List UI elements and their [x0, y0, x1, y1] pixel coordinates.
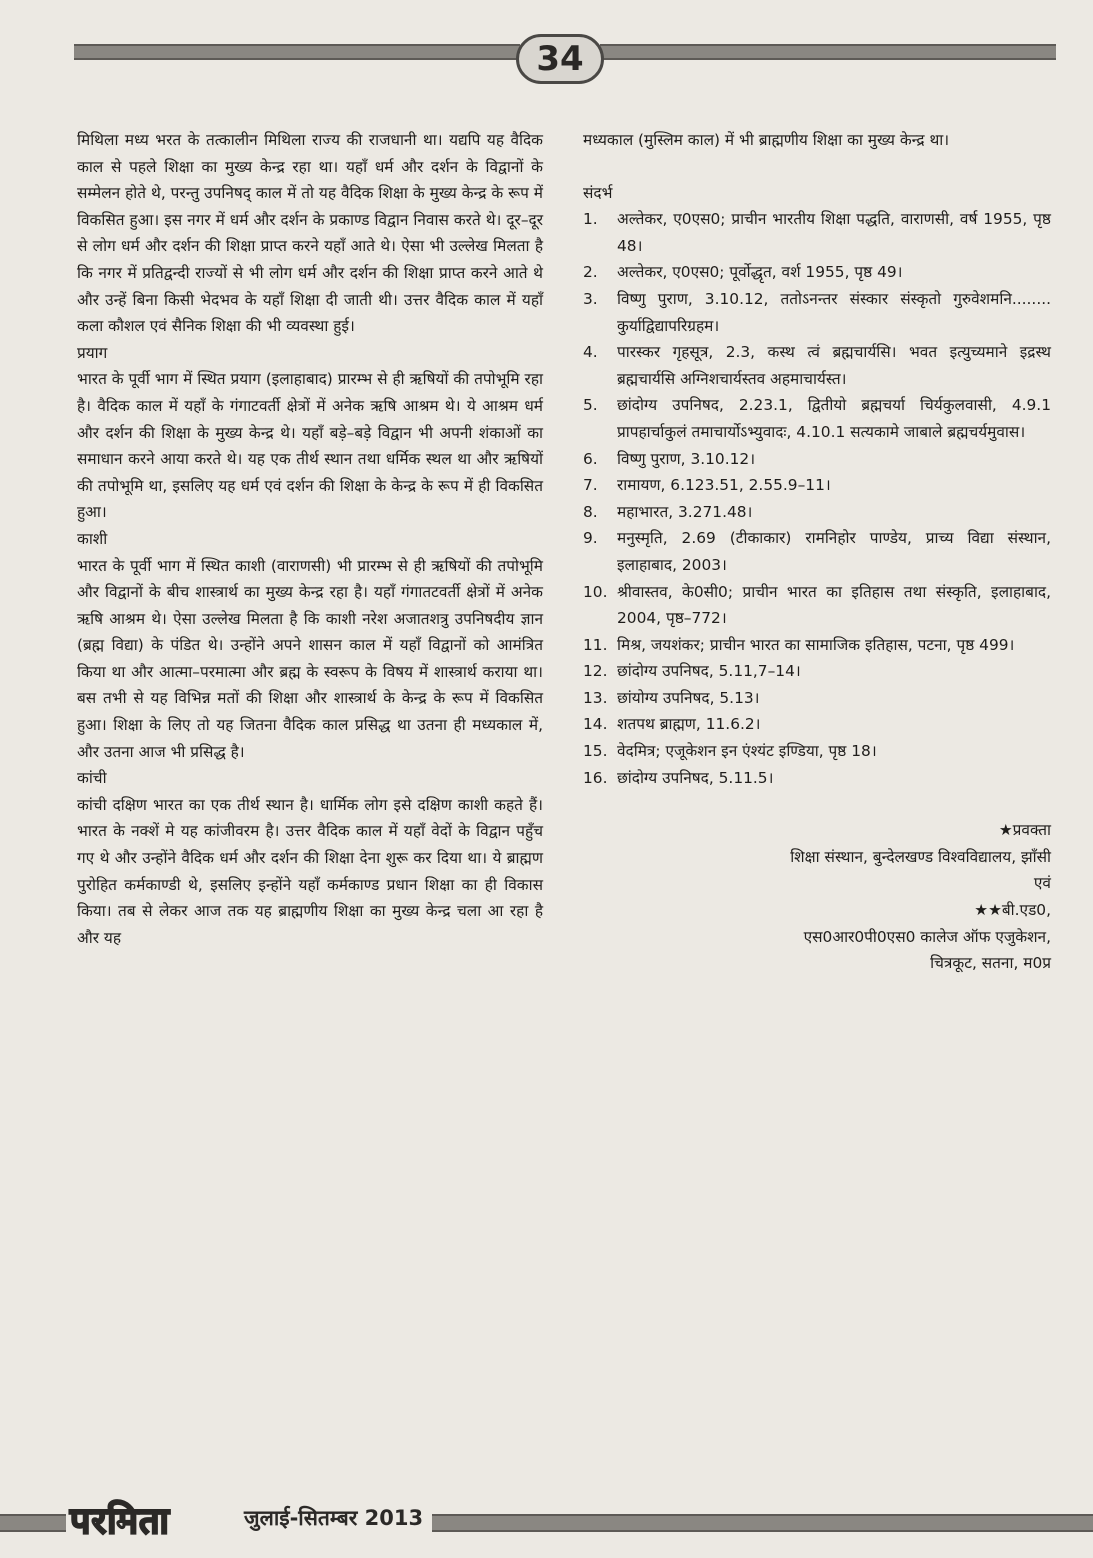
page-number: 34 — [516, 34, 604, 84]
reference-item — [583, 658, 1051, 685]
reference-number: 10. — [583, 582, 608, 601]
header-rule-right — [600, 44, 1056, 60]
issue-date: जुलाई-सितम्बर 2013 — [244, 1506, 424, 1530]
section-heading-kanchi: कांची — [77, 769, 107, 788]
references-heading: संदर्भ — [583, 183, 613, 202]
reference-text: मनुस्मृति, 2.69 (टीकाकार) रामनिहोर पाण्डेय, प्राच्य विद्या संस्थान, इलाहाबाद, 2003। — [617, 529, 1051, 574]
reference-number: 2. — [583, 263, 598, 282]
reference-number: 7. — [583, 476, 598, 495]
reference-item — [583, 711, 1051, 738]
reference-item — [583, 339, 1051, 392]
reference-number: 13. — [583, 688, 608, 707]
reference-text: छांदोग्य उपनिषद, 5.11.5। — [617, 768, 774, 787]
reference-item — [583, 765, 1051, 792]
reference-item — [583, 738, 1051, 765]
author-affiliation — [583, 817, 1051, 977]
author-line: ★★बी.एड0, — [974, 901, 1051, 920]
reference-item — [583, 579, 1051, 632]
paragraph-mithila: मिथिला मध्य भरत के तत्कालीन मिथिला राज्य की राजधानी था। यद्यपि यह वैदिक काल से पहले शिक्षा का मुख्य केन्द्र रहा था। यहाँ धर्म और दर्शन के विद्वानों के सम्मेलन होते थे, परन्तु उपनिषद् काल में तो यह वैदिक शिक्षा के मुख्य केन्द्र के रूप में विकसित हुआ। इस नगर में धर्म और दर्शन के प्रकाण्ड विद्वान निवास करते थे। दूर–दूर से लोग धर्म और दर्शन की शिक्षा प्राप्त करने यहाँ आते थे। ऐसा भी उल्लेख मिलता है कि नगर में प्रतिद्वन्दी राज्यों से भी लोग धर्म और दर्शन की शिक्षा प्राप्त करने आते थे और उन्हें बिना किसी भेदभव के यहाँ शिक्षा दी जाती थी। उत्तर वैदिक काल में यहाँ कला कौशल एवं सैनिक शिक्षा की भी व्यवस्था हुई। — [77, 131, 543, 336]
left-column — [77, 127, 543, 951]
reference-number: 14. — [583, 715, 608, 734]
paragraph-kanchi: कांची दक्षिण भारत का एक तीर्थ स्थान है। धार्मिक लोग इसे दक्षिण काशी कहते हैं। भारत के नक्शें मे यह कांजीवरम है। उत्तर वैदिक काल में यहाँ वेदों के विद्वान पहुँच गए थे और उन्होंने वैदिक धर्म और दर्शन की शिक्षा देना शुरू कर दिया था। ये ब्राह्मण पुरोहित कर्मकाण्डी थे, इसलिए इन्होंने यहाँ कर्मकाण्ड प्रधान शिक्षा का ही विकास किया। तब से लेकर आज तक यह ब्राह्मणीय शिक्षा का मुख्य केन्द्र चला आ रहा है और यह — [77, 795, 543, 947]
reference-number: 15. — [583, 742, 608, 761]
reference-number: 1. — [583, 210, 598, 229]
author-line: चित्रकूट, सतना, म0प्र — [930, 954, 1051, 973]
reference-text: वेदमित्र; एजूकेशन इन एंश्यंट इण्डिया, पृष्ठ 18। — [617, 742, 877, 761]
reference-text: मिश्र, जयशंकर; प्राचीन भारत का सामाजिक इतिहास, पटना, पृष्ठ 499। — [617, 635, 1015, 654]
reference-item — [583, 206, 1051, 259]
reference-text: पारस्कर गृहसूत्र, 2.3, कस्थ त्वं ब्रह्मचार्यसि। भवत इत्युच्यमाने इद्रस्थ ब्रह्मचार्यसि अग्निशचार्यस्तव अहमाचार्यस्त। — [617, 343, 1051, 388]
reference-text: छांदोग्य उपनिषद, 5.11,7–14। — [617, 662, 801, 681]
reference-number: 12. — [583, 662, 608, 681]
right-column — [583, 127, 1051, 977]
reference-text: अल्तेकर, ए0एस0; प्राचीन भारतीय शिक्षा पद्धति, वाराणसी, वर्ष 1955, पृष्ठ 48। — [617, 210, 1051, 255]
reference-text: महाभारत, 3.271.48। — [617, 502, 753, 521]
paragraph-prayag: भारत के पूर्वी भाग में स्थित प्रयाग (इलाहाबाद) प्रारम्भ से ही ऋषियों की तपोभूमि रहा है। वैदिक काल में यहाँ के गंगाटवर्ती क्षेत्रों में अनेक ऋषि आश्रम थे। ये आश्रम धर्म और दर्शन की शिक्षा के मुख्य केन्द्र थे। यहाँ बड़े–बड़े विद्वान भी अपनी शंकाओं का समाधान करने आया करते थे। यह एक तीर्थ स्थान तथा धर्मिक स्थल था और ऋषियों की तपोभूमि था, इसलिए यह धर्म एवं दर्शन की शिक्षा के केन्द्र के रूप में ही विकसित हुआ। — [77, 370, 543, 522]
footer-rule-right — [432, 1514, 1093, 1532]
reference-number: 16. — [583, 768, 608, 787]
reference-item — [583, 392, 1051, 445]
reference-number: 6. — [583, 449, 598, 468]
reference-number: 4. — [583, 343, 598, 362]
page-footer — [0, 1496, 1093, 1546]
footer-rule-left — [0, 1514, 66, 1532]
reference-text: विष्णु पुराण, 3.10.12। — [617, 449, 756, 468]
reference-text: रामायण, 6.123.51, 2.55.9–11। — [617, 476, 831, 495]
reference-text: छांदोग्य उपनिषद, 2.23.1, द्वितीयो ब्रह्मचर्या चिर्यकुलवासी, 4.9.1 प्रापहार्चाकुलं तमाचार्योऽभ्युवादः, 4.10.1 सत्यकामे जाबाले ब्रह्मचर्यमुवास। — [617, 396, 1051, 441]
header-rule-left — [74, 44, 520, 60]
reference-text: अल्तेकर, ए0एस0; पूर्वोद्धृत, वर्श 1955, पृष्ठ 49। — [617, 263, 903, 282]
reference-number: 3. — [583, 289, 598, 308]
section-heading-kashi: काशी — [77, 529, 108, 548]
reference-number: 8. — [583, 502, 598, 521]
journal-logo: परमिता — [70, 1500, 170, 1542]
section-heading-prayag: प्रयाग — [77, 343, 108, 362]
reference-item — [583, 446, 1051, 473]
paragraph-continuation: मध्यकाल (मुस्लिम काल) में भी ब्राह्मणीय शिक्षा का मुख्य केन्द्र था। — [583, 131, 950, 149]
reference-item — [583, 525, 1051, 578]
reference-number: 9. — [583, 529, 598, 548]
author-line: एस0आर0पी0एस0 कालेज ऑफ एजुकेशन, — [803, 927, 1051, 946]
reference-list — [583, 206, 1051, 791]
reference-item — [583, 499, 1051, 526]
author-line: शिक्षा संस्थान, बुन्देलखण्ड विश्वविद्यालय, झाँसी — [790, 847, 1051, 866]
reference-item — [583, 632, 1051, 659]
author-line: एवं — [1033, 874, 1051, 893]
reference-text: छांयोग्य उपनिषद, 5.13। — [617, 688, 760, 707]
reference-number: 11. — [583, 635, 608, 654]
reference-text: श्रीवास्तव, के0सी0; प्राचीन भारत का इतिहास तथा संस्कृति, इलाहाबाद, 2004, पृष्ठ–772। — [617, 582, 1051, 628]
author-line: ★प्रवक्ता — [998, 821, 1051, 840]
reference-text: शतपथ ब्राह्मण, 11.6.2। — [617, 715, 761, 734]
paragraph-kashi: भारत के पूर्वी भाग में स्थित काशी (वाराणसी) भी प्रारम्भ से ही ऋषियों की तपोभूमि और विद्वानों के बीच शास्त्रार्थ का मुख्य केन्द्र रहा है। यहाँ गंगातटवर्ती क्षेत्रों में अनेक ऋषि आश्रम थे। ऐसा उल्लेख मिलता है कि काशी नरेश अजातशत्रु उपनिषदीय ज्ञान (ब्रह्म विद्या) के पंडित थे। उन्होंने अपने शासन काल में यहाँ विद्वानों को आमंत्रित किया था और आत्मा–परमात्मा और ब्रह्म के स्वरूप के विषय में शास्त्रार्थ कराया था। बस तभी से यह विभिन्न मतों की शिक्षा और शास्त्रार्थ के केन्द्र के रूप में विकसित हुआ। शिक्षा के लिए तो यह जितना वैदिक काल प्रसिद्ध था उतना ही मध्यकाल में, और उतना आज भी प्रसिद्ध है। — [77, 556, 543, 761]
reference-item — [583, 286, 1051, 339]
reference-text: विष्णु पुराण, 3.10.12, ततोऽनन्तर संस्कार संस्कृतो गुरुवेशमनि........ कुर्याद्विद्यापरिग्रहम। — [617, 289, 1051, 335]
reference-item — [583, 685, 1051, 712]
reference-item — [583, 259, 1051, 286]
reference-item — [583, 472, 1051, 499]
reference-number: 5. — [583, 396, 598, 415]
